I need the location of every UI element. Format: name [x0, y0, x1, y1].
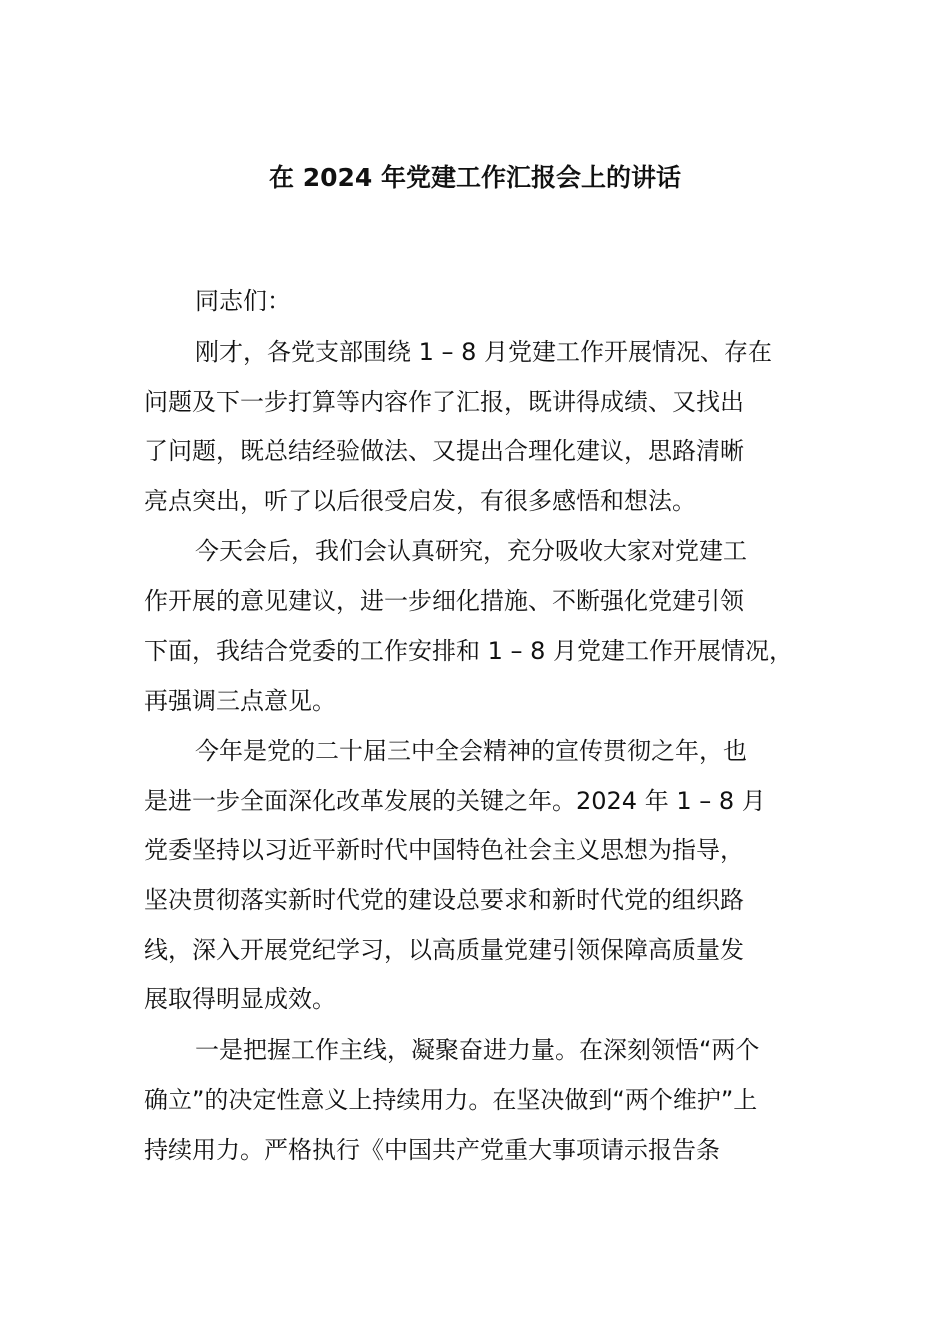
greeting-line: 同志们： [195, 287, 291, 315]
paragraph-2-line-2: 作开展的意见建议，进一步细化措施、不断强化党建引领 [144, 587, 744, 615]
paragraph-3-line-6: 展取得明显成效。 [144, 985, 336, 1013]
paragraph-1-line-1: 刚才，各党支部围绕 1 – 8 月党建工作开展情况、存在 [195, 338, 773, 366]
paragraph-4-line-2: 确立”的决定性意义上持续用力。在坚决做到“两个维护”上 [144, 1086, 758, 1114]
paragraph-4-line-1: 一是把握工作主线，凝聚奋进力量。在深刻领悟“两个 [195, 1036, 760, 1064]
paragraph-3-line-4: 坚决贯彻落实新时代党的建设总要求和新时代党的组织路 [144, 886, 744, 914]
paragraph-1-line-4: 亮点突出，听了以后很受启发，有很多感悟和想法。 [144, 487, 696, 515]
document-title: 在 2024 年党建工作汇报会上的讲话 [269, 163, 681, 192]
paragraph-3-line-2: 是进一步全面深化改革发展的关键之年。2024 年 1 – 8 月 [144, 787, 766, 815]
paragraph-3-line-1: 今年是党的二十届三中全会精神的宣传贯彻之年，也 [195, 737, 747, 765]
paragraph-3-line-5: 线，深入开展党纪学习，以高质量党建引领保障高质量发 [144, 936, 744, 964]
paragraph-3-line-3: 党委坚持以习近平新时代中国特色社会主义思想为指导， [144, 836, 744, 864]
paragraph-1-line-3: 了问题，既总结经验做法、又提出合理化建议，思路清晰 [144, 437, 744, 465]
paragraph-2-line-1: 今天会后，我们会认真研究，充分吸收大家对党建工 [195, 537, 747, 565]
paragraph-2-line-4: 再强调三点意见。 [144, 687, 336, 715]
paragraph-2-line-3: 下面，我结合党委的工作安排和 1 – 8 月党建工作开展情况， [144, 637, 794, 665]
paragraph-1-line-2: 问题及下一步打算等内容作了汇报，既讲得成绩、又找出 [144, 388, 744, 416]
paragraph-4-line-3: 持续用力。严格执行《中国共产党重大事项请示报告条 [144, 1136, 720, 1164]
